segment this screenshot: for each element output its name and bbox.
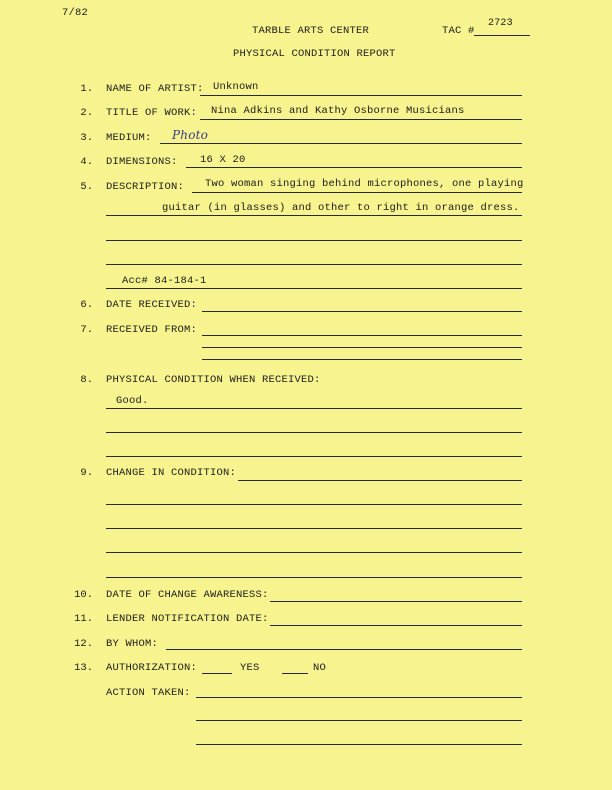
by-whom-label: BY WHOM:: [106, 638, 159, 650]
description-line-3: [106, 240, 522, 241]
by-whom-line[interactable]: [166, 649, 522, 650]
date-change-label: DATE OF CHANGE AWARENESS:: [106, 589, 269, 601]
dimensions-label: DIMENSIONS:: [106, 156, 178, 168]
authorization-no-blank[interactable]: [282, 673, 308, 674]
medium-value[interactable]: Photo: [172, 128, 209, 142]
field-number: 10.: [74, 589, 93, 601]
condition-received-label: PHYSICAL CONDITION WHEN RECEIVED:: [106, 374, 321, 386]
received-from-line-3[interactable]: [202, 359, 522, 360]
description-value-line-1[interactable]: Two woman singing behind microphones, one playing: [205, 178, 524, 190]
description-line-2: [106, 215, 522, 216]
field-number: 5.: [80, 181, 93, 193]
condition-line-2: [106, 432, 522, 433]
artist-line: [200, 95, 522, 96]
change-condition-line-4: [106, 552, 522, 553]
medium-label: MEDIUM:: [106, 132, 152, 144]
date-received-line[interactable]: [202, 311, 522, 312]
authorization-label: AUTHORIZATION:: [106, 662, 198, 674]
authorization-yes-label: YES: [240, 662, 260, 674]
change-condition-line-3: [106, 528, 522, 529]
field-number: 6.: [80, 299, 93, 311]
description-label: DESCRIPTION:: [106, 181, 185, 193]
condition-received-value[interactable]: Good.: [116, 395, 149, 407]
field-number: 4.: [80, 156, 93, 168]
authorization-yes-blank[interactable]: [202, 673, 232, 674]
accession-number[interactable]: Acc# 84-184-1: [122, 275, 207, 287]
change-condition-line-2: [106, 504, 522, 505]
title-line: [200, 119, 522, 120]
lender-date-label: LENDER NOTIFICATION DATE:: [106, 613, 269, 625]
field-number: 9.: [80, 467, 93, 479]
received-from-line-1[interactable]: [202, 335, 522, 336]
date-code: 7/82: [62, 7, 89, 19]
change-condition-line-1[interactable]: [238, 480, 522, 481]
lender-date-line[interactable]: [270, 625, 522, 626]
action-taken-line-2[interactable]: [196, 720, 522, 721]
field-number: 8.: [80, 374, 93, 386]
artist-label: NAME OF ARTIST:: [106, 83, 204, 95]
field-number: 11.: [74, 613, 93, 625]
tac-underline: [474, 35, 530, 36]
authorization-no-label: NO: [313, 662, 327, 674]
tac-number[interactable]: 2723: [488, 18, 513, 29]
field-number: 13.: [74, 662, 93, 674]
org-name: TARBLE ARTS CENTER: [252, 25, 370, 37]
description-value-line-2[interactable]: guitar (in glasses) and other to right in orange dress.: [162, 202, 520, 214]
field-number: 1.: [80, 83, 93, 95]
action-taken-line-1[interactable]: [196, 697, 522, 698]
action-taken-label: ACTION TAKEN:: [106, 687, 191, 699]
change-condition-label: CHANGE IN CONDITION:: [106, 467, 237, 479]
dimensions-line: [186, 167, 522, 168]
condition-line-3: [106, 456, 522, 457]
description-line-4: [106, 264, 522, 265]
received-from-line-2[interactable]: [202, 347, 522, 348]
report-title: PHYSICAL CONDITION REPORT: [233, 48, 396, 60]
date-received-label: DATE RECEIVED:: [106, 299, 198, 311]
action-taken-line-3[interactable]: [196, 744, 522, 745]
date-change-line[interactable]: [270, 601, 522, 602]
field-number: 3.: [80, 132, 93, 144]
field-number: 7.: [80, 324, 93, 336]
title-value[interactable]: Nina Adkins and Kathy Osborne Musicians: [211, 105, 465, 117]
condition-line-1: [106, 408, 522, 409]
dimensions-value[interactable]: 16 X 20: [200, 154, 246, 166]
description-line-1: [192, 192, 522, 193]
medium-line: [160, 143, 522, 144]
artist-value[interactable]: Unknown: [213, 81, 259, 93]
change-condition-line-5: [106, 577, 522, 578]
title-label: TITLE OF WORK:: [106, 107, 198, 119]
field-number: 2.: [80, 107, 93, 119]
field-number: 12.: [74, 638, 93, 650]
tac-label: TAC #: [442, 25, 475, 37]
accession-line: [106, 288, 522, 289]
received-from-label: RECEIVED FROM:: [106, 324, 198, 336]
